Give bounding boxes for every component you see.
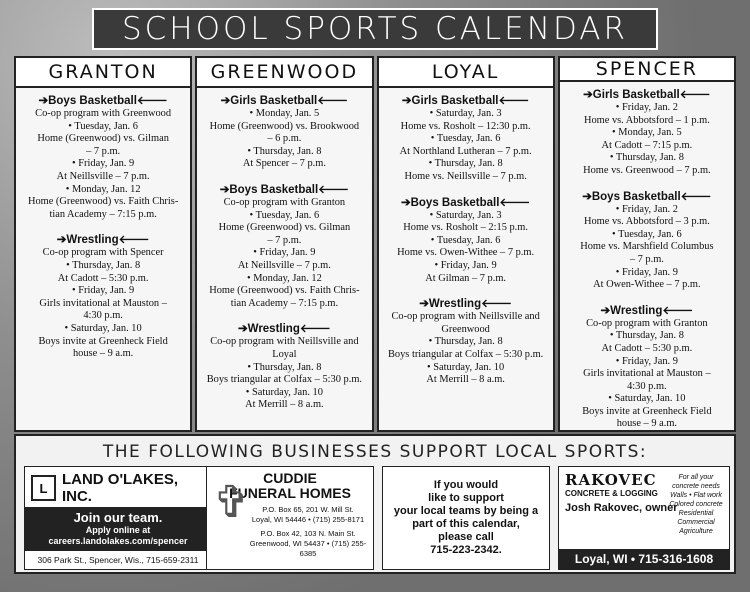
schedule-line: • Monday, Jan. 5 (249, 108, 320, 119)
schedule-line: Home (Greenwood) vs. Gilman (37, 133, 169, 145)
schedule-line: tian Academy – 7:15 p.m. (49, 208, 157, 220)
schedule-line: • Saturday, Jan. 3 (429, 209, 502, 221)
schedule-line: Co-op program with Greenwood (35, 108, 172, 119)
schedule-line: • Thursday, Jan. 8 (609, 330, 684, 342)
schedule-line: • Thursday, Jan. 8 (609, 152, 684, 164)
service-line: Residential (678, 510, 714, 517)
schedule-line: • Tuesday, Jan. 6 (249, 209, 320, 221)
schedule-line: • Friday, Jan. 9 (72, 285, 135, 297)
service-line: Agriculture (679, 528, 713, 535)
schedule-line: Home vs. Neillsville – 7 p.m. (404, 170, 527, 182)
column-body (560, 82, 734, 443)
ad-rakovec[interactable] (558, 466, 730, 570)
schedule-line: • Saturday, Jan. 10 (245, 386, 323, 398)
schedule-line: At Owen-Withee – 7 p.m. (593, 279, 701, 291)
schedule-line: Home vs. Marshfield Columbus (580, 241, 714, 253)
calendar-grid (14, 56, 736, 432)
section (564, 190, 730, 292)
schedule-line: Home vs. Rosholt – 12:30 p.m. (400, 120, 531, 132)
address-text: 306 Park St., Spencer, Wis., 715-659-2311 (37, 555, 199, 565)
page-title: SCHOOL SPORTS CALENDAR (121, 11, 629, 47)
schedule-line: Home vs. Rosholt – 2:15 p.m. (403, 222, 528, 234)
promo-line: please call (438, 531, 494, 543)
schedule-line: • Tuesday, Jan. 6 (430, 133, 501, 145)
schedule-line: • Friday, Jan. 9 (253, 247, 316, 259)
schedule-line: At Neillsville – 7 p.m. (56, 170, 150, 182)
schedule-line: • Monday, Jan. 12 (246, 272, 322, 284)
schedule-line: At Neillsville – 7 p.m. (237, 259, 331, 271)
promo-text (394, 479, 538, 557)
column-loyal (377, 56, 555, 432)
owner-name: Josh Rakovec, owner (565, 502, 678, 514)
join-text: Join our team. (73, 510, 163, 525)
section-title: ➔Girls Basketball🡐 (583, 89, 711, 101)
schedule-line: – 6 p.m. (267, 133, 302, 145)
service-line: For all your (678, 474, 714, 481)
schedule-line: house – 9 a.m. (72, 348, 134, 360)
schedule-line: Home (Greenwood) vs. Faith Chris- (209, 285, 360, 297)
schedule-line: Co-op program with Granton (586, 317, 708, 329)
section-title: ➔Wrestling🡐 (600, 304, 694, 317)
section-title: ➔Girls Basketball🡐 (401, 95, 530, 107)
section (201, 322, 367, 412)
title-bar (92, 8, 658, 50)
schedule-line: Home vs. Greenwood – 7 p.m. (583, 164, 711, 176)
schedule-line: • Saturday, Jan. 10 (64, 322, 142, 334)
column-body (197, 88, 371, 424)
schedule-line: At Spencer – 7 p.m. (242, 158, 326, 170)
schedule-line: • Thursday, Jan. 8 (66, 259, 141, 271)
column-heading: GRANTON (16, 58, 190, 88)
schedule-line: Home (Greenwood) vs. Gilman (218, 222, 351, 234)
apply-text: Apply online at (85, 525, 151, 535)
service-line: Colored concrete (669, 501, 723, 508)
schedule-line: • Thursday, Jan. 8 (428, 158, 503, 170)
section (201, 183, 367, 310)
schedule-line: At Cadott – 5:30 p.m. (601, 342, 693, 354)
ad-landolakes[interactable] (24, 466, 212, 570)
ad-cuddie[interactable] (206, 466, 374, 570)
column-body (16, 88, 190, 373)
column-granton (14, 56, 192, 432)
schedule-line: – 7 p.m. (629, 253, 664, 265)
schedule-line: Home (Greenwood) vs. Brookwood (209, 120, 360, 132)
promo-line: If you would (433, 479, 499, 491)
contact-bar: Loyal, WI • 715-316-1608 (559, 549, 729, 569)
sponsor-footer (14, 434, 736, 574)
section-title: ➔Boys Basketball🡐 (582, 190, 712, 203)
schedule-line: • Tuesday, Jan. 6 (68, 120, 138, 132)
section-title: ➔Wrestling🡐 (238, 323, 331, 336)
schedule-line: • Friday, Jan. 9 (615, 355, 678, 367)
schedule-line: Greenwood (441, 323, 490, 335)
rakovec-logo: RAKOVEC (565, 471, 657, 489)
section (201, 94, 367, 171)
section (383, 94, 549, 184)
column-heading: GREENWOOD (197, 58, 371, 88)
schedule-line: Home vs. Owen-Withee – 7 p.m. (397, 247, 535, 259)
schedule-line: house – 9 a.m. (616, 418, 678, 430)
address-line: P.O. Box 65, 201 W. Mill St. (262, 505, 354, 514)
name-line-1: CUDDIE (263, 470, 317, 486)
dove-icon: ✞ (213, 478, 250, 527)
schedule-line: Home (Greenwood) vs. Faith Chris- (27, 196, 179, 208)
column-heading: LOYAL (379, 58, 553, 88)
schedule-line: Co-op program with Granton (223, 196, 346, 208)
landolakes-logo-icon: L (31, 475, 56, 501)
service-line: concrete needs (672, 483, 720, 490)
company-name: LAND O'LAKES, INC. (61, 471, 179, 505)
column-spencer (558, 56, 736, 432)
promo-panel (383, 467, 549, 569)
ad-header (25, 467, 211, 507)
schedule-line: Boys triangular at Colfax – 5:30 p.m. (387, 348, 544, 360)
schedule-line: • Thursday, Jan. 8 (428, 336, 503, 348)
schedule-line: • Saturday, Jan. 10 (427, 361, 505, 373)
support-heading: THE FOLLOWING BUSINESSES SUPPORT LOCAL SPORTS: (102, 442, 648, 462)
schedule-line: At Cadott – 7:15 p.m. (601, 139, 693, 151)
schedule-line: At Merrill – 8 a.m. (245, 399, 324, 411)
schedule-line: • Friday, Jan. 9 (615, 266, 678, 278)
promo-line: your local teams by being a (393, 505, 539, 517)
schedule-line: • Friday, Jan. 2 (615, 102, 678, 113)
schedule-line: tian Academy – 7:15 p.m. (230, 297, 339, 309)
schedule-line: Co-op program with Neillsville and (210, 336, 359, 348)
section (383, 297, 549, 387)
schedule-line: • Monday, Jan. 12 (65, 183, 141, 195)
schedule-line: • Tuesday, Jan. 6 (612, 228, 682, 240)
promo-line: part of this calendar, (412, 518, 520, 530)
schedule-line: At Gilman – 7 p.m. (425, 272, 507, 284)
ad-banner (25, 507, 211, 551)
schedule-line: Home vs. Abbotsford – 1 p.m. (583, 114, 710, 126)
column-body (379, 88, 553, 399)
schedule-line: • Friday, Jan. 9 (72, 158, 135, 170)
section (564, 88, 730, 178)
promo-phone: 715-223-2342. (430, 544, 502, 556)
schedule-line: Co-op program with Spencer (42, 247, 164, 259)
schedule-line: • Thursday, Jan. 8 (247, 361, 322, 373)
ad-promo[interactable] (382, 466, 550, 570)
schedule-line: – 7 p.m. (267, 234, 302, 246)
section-title: ➔Boys Basketball🡐 (38, 95, 168, 107)
schedule-line: At Northland Lutheran – 7 p.m. (399, 145, 532, 157)
schedule-line: Boys invite at Greenheck Field (582, 405, 712, 417)
schedule-line: Loyal (272, 348, 297, 360)
schedule-line: • Saturday, Jan. 3 (429, 108, 502, 119)
schedule-line: At Cadott – 5:30 p.m. (57, 272, 149, 284)
address-line: Greenwood, WI 54437 • (715) 255-6385 (249, 539, 367, 558)
service-line: Walls • Flat work (670, 492, 722, 499)
schedule-line: 4:30 p.m. (83, 310, 123, 322)
section-title: ➔Girls Basketball🡐 (220, 95, 349, 107)
schedule-line: Boys triangular at Colfax – 5:30 p.m. (206, 374, 362, 386)
name-line-2: FUNERAL HOMES (229, 485, 351, 501)
address-line: P.O. Box 42, 103 N. Main St. (260, 529, 356, 538)
schedule-line: • Tuesday, Jan. 6 (430, 234, 501, 246)
careers-url[interactable]: careers.landolakes.com/spencer (48, 536, 188, 546)
section-title: ➔Wrestling🡐 (56, 234, 150, 247)
section (20, 94, 186, 221)
schedule-line: • Monday, Jan. 5 (612, 127, 682, 139)
section (20, 233, 186, 360)
rakovec-subtitle: CONCRETE & LOGGING (565, 489, 658, 498)
address-line: Loyal, WI 54446 • (715) 255-8171 (251, 515, 365, 524)
schedule-line: Girls invitational at Mauston – (583, 368, 711, 380)
section-title: ➔Boys Basketball🡐 (219, 183, 350, 196)
schedule-line: Boys invite at Greenheck Field (38, 335, 168, 347)
schedule-line: Home vs. Abbotsford – 3 p.m. (583, 216, 710, 228)
schedule-line: – 7 p.m. (86, 145, 121, 157)
service-line: Commercial (677, 519, 715, 526)
section (564, 304, 730, 431)
schedule-line: 4:30 p.m. (627, 380, 667, 392)
section-title: ➔Boys Basketball🡐 (400, 196, 531, 209)
schedule-line: • Thursday, Jan. 8 (247, 145, 322, 157)
schedule-line: • Friday, Jan. 9 (434, 259, 497, 271)
section (383, 196, 549, 286)
column-greenwood (195, 56, 373, 432)
schedule-line: • Friday, Jan. 2 (615, 203, 678, 215)
schedule-line: Co-op program with Neillsville and (391, 311, 540, 323)
schedule-line: Girls invitational at Mauston – (39, 297, 167, 309)
column-heading: SPENCER (560, 58, 734, 82)
section-title: ➔Wrestling🡐 (419, 298, 512, 311)
promo-line: like to support (428, 492, 504, 504)
services-list (667, 473, 725, 536)
schedule-line: • Saturday, Jan. 10 (608, 393, 686, 405)
schedule-line: At Merrill – 8 a.m. (426, 374, 505, 386)
